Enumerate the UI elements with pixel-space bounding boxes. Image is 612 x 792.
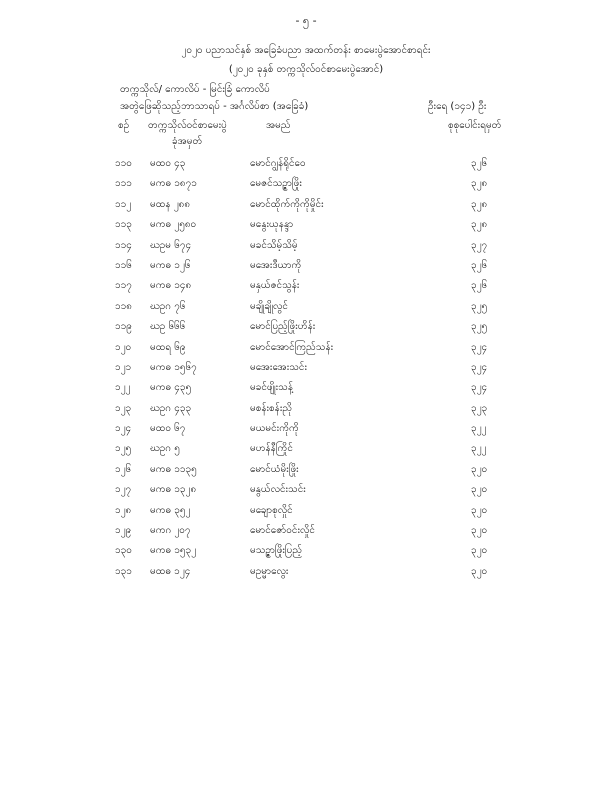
student-name: မောင်အောင်ကြည်သန်း (250, 341, 334, 353)
student-name: မစန်းစန်းညို (250, 402, 293, 414)
row-number: ၁၁၃ (115, 219, 132, 231)
roll-number: မကဓ ၁၂၆ (150, 259, 191, 271)
roll-number: ဃဥဂ ၇၆ (150, 300, 186, 312)
roll-number: မကဂ ၂၀၇ (150, 525, 191, 537)
document-subtitle: (၂၀၂၀ ခုနှစ် တက္ကသိုလ်ဝင်စာမေးပွဲအောင်) (228, 64, 384, 75)
column-header-roll: တက္ကသိုလ်ဝင်စာမေးပွဲ (148, 120, 227, 131)
student-name: မောင်ထိုက်ကိုကိုမှိုင်း (250, 198, 324, 210)
student-name: မချောစုလှိုင် (250, 504, 293, 516)
row-number: ၁၃၁ (115, 565, 132, 577)
table-row (0, 197, 612, 217)
table-row (0, 543, 612, 563)
row-number: ၁၁၄ (115, 239, 132, 251)
student-name: မအေးအေးသင်း (250, 361, 307, 373)
student-name: မသဉ္ဇာဖြိုးပြည့် (250, 545, 303, 557)
student-name: မောင်ဂျွန်ရိုင်ဝေ (250, 158, 306, 169)
student-name: မယမင်းကိုကို (250, 423, 299, 435)
document-title: ၂၀၂၀ ပညာသင်နှစ် အခြေခံပညာ အထက်တန်း စာမေးပွဲအောင်စာရင်း (181, 45, 431, 56)
roll-number: မထရ ၆၉ (150, 341, 186, 353)
row-number: ၁၂၂ (115, 382, 131, 394)
total-marks: ၃၂၃ (471, 402, 488, 414)
total-marks: ၃၂၀ (471, 565, 488, 577)
total-marks: ၃၂၈ (471, 219, 488, 231)
table-row (0, 462, 612, 482)
total-marks: ၃၂၂ (471, 443, 487, 455)
student-name: မအေးဒီယာကို (250, 259, 302, 271)
row-number: ၁၂၄ (115, 423, 132, 435)
total-marks: ၃၂၄ (471, 341, 488, 353)
row-number: ၁၂၀ (115, 341, 132, 353)
total-marks: ၃၂၅ (471, 300, 488, 312)
row-number: ၁၂၁ (115, 361, 132, 373)
table-row (0, 360, 612, 380)
student-name: မေဇင်သဉ္ဇာဖြိုး (250, 178, 302, 190)
roll-number: မကဓ ၁၄၈ (150, 280, 192, 292)
row-number: ၁၁၉ (115, 321, 132, 333)
roll-number: မကဓ ၁၈၇၁ (150, 178, 197, 190)
column-header-no: စဉ် (118, 120, 130, 131)
total-marks: ၃၂၇ (471, 239, 488, 251)
row-number: ၁၂၇ (115, 484, 132, 496)
row-number: ၁၁၆ (115, 259, 132, 271)
roll-number: မကဓ ၁၁၃၅ (150, 463, 197, 475)
student-name: မောင်ယံမိုးဖြိုး (250, 463, 299, 475)
column-header-name: အမည် (266, 120, 291, 131)
student-name: မဥမ္မာလွေး (250, 565, 289, 577)
table-row (0, 482, 612, 502)
total-marks: ၃၂၄ (471, 382, 488, 394)
roll-number: မကဓ ၁၅၆၇ (150, 361, 197, 373)
row-number: ၁၁၈ (115, 300, 132, 312)
table-row (0, 217, 612, 237)
column-header-roll-sub: ခုံအမှတ် (172, 136, 203, 147)
student-name: မနွေးယုနန္ဒာ (250, 219, 294, 231)
table-row (0, 380, 612, 400)
candidate-count: ဦးရေ (၁၄၁) ဦး (428, 101, 487, 112)
row-number: ၁၁၇ (115, 280, 132, 292)
results-list (0, 156, 612, 584)
row-number: ၁၂၉ (115, 525, 132, 537)
roll-number: မထဝ ၆၇ (150, 423, 186, 435)
subject-line: အတွဲဖြေဆိုသည့်ဘာသာရပ် - အင်္ဂလိပ်စာ (အခြေခံ) (120, 101, 309, 112)
table-row (0, 238, 612, 258)
table-row (0, 523, 612, 543)
university-line: တက္ကသိုလ်/ ကောလိပ် - မြင်းခြံ ကောလိပ် (120, 84, 270, 95)
roll-number: မထန ၂၈၈ (150, 198, 191, 210)
total-marks: ၃၂၅ (471, 321, 488, 333)
roll-number: မထဓ ၁၂၄ (150, 565, 191, 577)
row-number: ၁၂၃ (115, 402, 132, 414)
roll-number: ဃဥမ ၆၇၄ (150, 239, 192, 251)
student-name: မောင်ပြည့်ဖြိုးဟိန်း (250, 321, 316, 333)
row-number: ၁၃၀ (115, 545, 132, 557)
table-row (0, 401, 612, 421)
roll-number: ဃဥ ၆၆၆ (150, 321, 186, 333)
page-number: - ၅ - (295, 14, 317, 27)
total-marks: ၃၂၄ (471, 361, 488, 373)
student-name: မနွယ်လင်းသင်း (250, 484, 306, 496)
total-marks: ၃၂၆ (471, 158, 488, 169)
student-name: မဟန်နီကြိုင် (250, 443, 293, 455)
row-number: ၁၂၆ (115, 463, 132, 475)
total-marks: ၃၂၀ (471, 504, 488, 516)
total-marks: ၃၂၈ (471, 198, 488, 210)
roll-number: မကဓ ၁၅၃၂ (150, 545, 197, 557)
table-row (0, 421, 612, 441)
roll-number: မကဓ ၃၅၂ (150, 504, 191, 516)
table-row (0, 258, 612, 278)
total-marks: ၃၂၀ (471, 484, 488, 496)
table-row (0, 278, 612, 298)
student-name: မခင်သိမ့်သိမ့် (250, 239, 298, 251)
table-row (0, 156, 612, 176)
column-header-marks: စုစုပေါင်းရမှတ် (448, 120, 502, 131)
roll-number: ဃဥဂ ၅ (150, 443, 180, 455)
table-row (0, 441, 612, 461)
roll-number: ဃဥဂ ၄၃၃ (150, 402, 192, 414)
student-name: မောင်ဇော်ဝင်းလှိုင် (250, 525, 315, 537)
roll-number: မကဓ ၂၅၈၀ (150, 219, 197, 231)
table-row (0, 564, 612, 584)
total-marks: ၃၂၀ (471, 463, 488, 475)
roll-number: မကဓ ၄၃၅ (150, 382, 192, 394)
table-row (0, 340, 612, 360)
row-number: ၁၁၂ (115, 198, 132, 210)
roll-number: မကဓ ၁၃၂၈ (150, 484, 197, 496)
row-number: ၁၂၅ (115, 443, 132, 455)
row-number: ၁၁၀ (115, 158, 132, 169)
table-row (0, 503, 612, 523)
row-number: ၁၂၈ (115, 504, 132, 516)
table-row (0, 319, 612, 339)
total-marks: ၃၂၀ (471, 545, 488, 557)
student-name: မခင်ဖျိုးသန့် (250, 382, 293, 394)
table-row (0, 176, 612, 196)
roll-number: မထဝ ၄၃ (150, 158, 186, 169)
row-number: ၁၁၁ (115, 178, 132, 190)
student-name: မနှယ်ဇင်သွန်း (250, 280, 300, 292)
total-marks: ၃၂၀ (471, 525, 488, 537)
total-marks: ၃၂၆ (471, 259, 488, 271)
table-row (0, 299, 612, 319)
student-name: မချိုချိုလွင် (250, 300, 288, 312)
total-marks: ၃၂၂ (471, 423, 487, 435)
total-marks: ၃၂၈ (471, 178, 488, 190)
total-marks: ၃၂၆ (471, 280, 488, 292)
